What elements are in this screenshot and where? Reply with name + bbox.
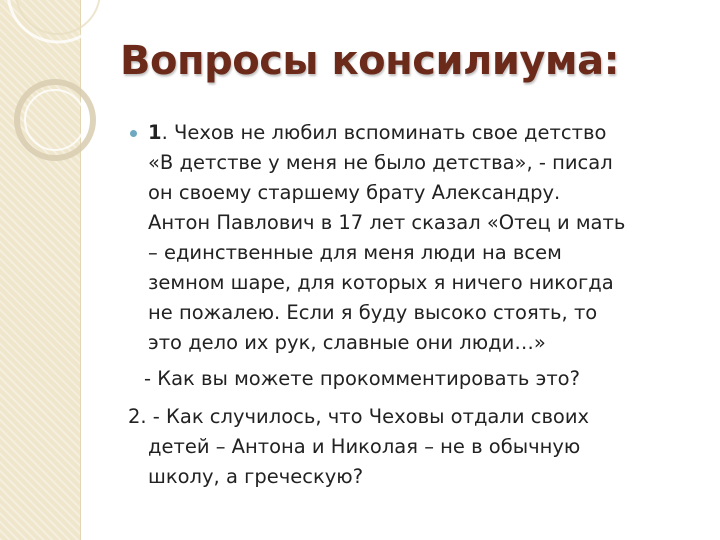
item-1-line: – единственные для меня люди на всем (148, 241, 562, 264)
decorative-rings (0, 0, 120, 200)
item-1-line: это дело их рук, славные они люди…» (148, 331, 546, 354)
item-1-number: 1 (148, 121, 162, 144)
item-2-line: детей – Антона и Николая – не в обычную (148, 435, 581, 458)
slide-title: Вопросы консилиума: (120, 38, 620, 84)
item-1-line: он своему старшему брату Александру. (148, 181, 561, 204)
item-1-line: не пожалею. Если я буду высоко стоять, то (148, 301, 598, 324)
item-2-first-line: 2. - Как случилось, что Чеховы отдали своих (128, 405, 590, 428)
item-1-line: . Чехов не любил вспоминать свое детство (161, 121, 607, 144)
item-2 (128, 402, 708, 492)
bullet-item-1 (128, 118, 708, 358)
item-1-question: - Как вы можете прокомментировать это? (144, 367, 580, 390)
slide-content (128, 118, 708, 492)
ring-middle (17, 82, 93, 158)
item-1-line: земном шаре, для которых я ничего никогда (148, 271, 614, 294)
item-1-line: Антон Павлович в 17 лет сказал «Отец и мать (148, 211, 626, 234)
bullet-dot-icon (130, 130, 137, 137)
ring-middle-inner (25, 90, 85, 150)
item-1-line: «В детстве у меня не было детства», - писал (148, 151, 613, 174)
item-2-line: школу, а греческую? (148, 465, 364, 488)
ring-top (8, 0, 108, 42)
ring-top-inner (16, 0, 100, 34)
